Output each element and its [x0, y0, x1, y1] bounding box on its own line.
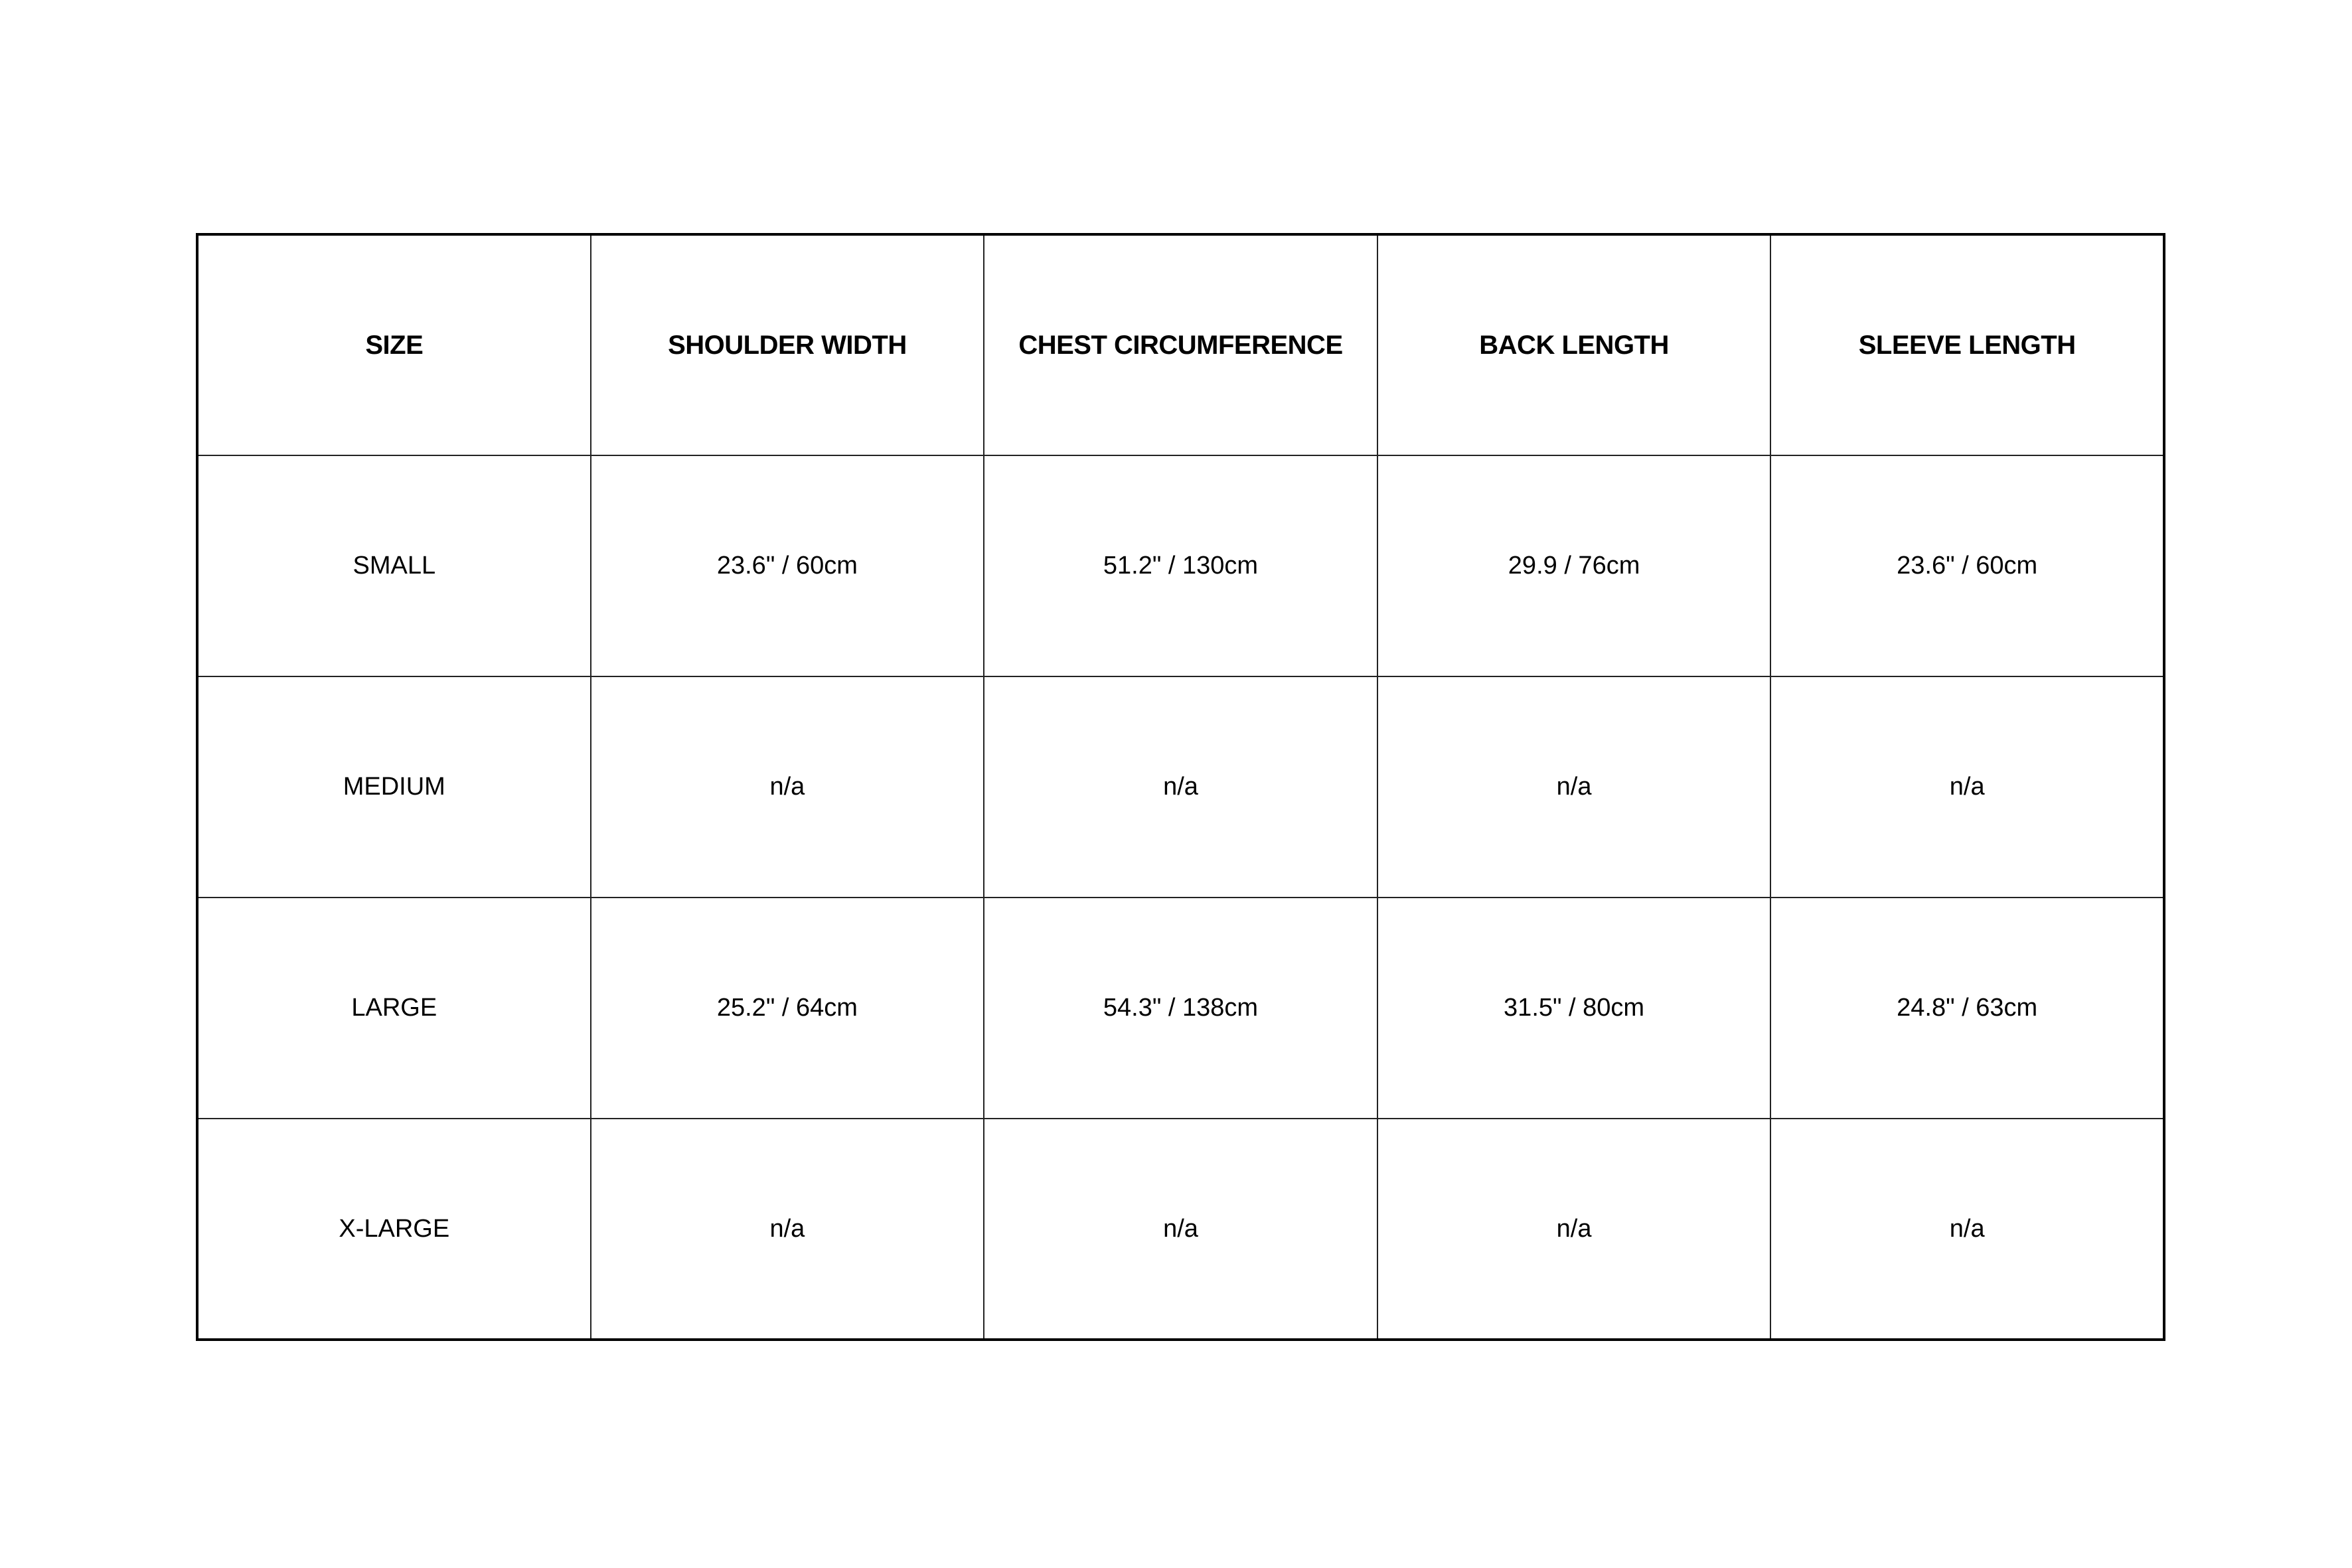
cell-chest-circumference: n/a: [984, 1119, 1377, 1340]
cell-back-length: 29.9 / 76cm: [1377, 455, 1771, 676]
cell-chest-circumference: n/a: [984, 676, 1377, 898]
header-back-length: BACK LENGTH: [1377, 234, 1771, 455]
size-chart-table: [196, 233, 2165, 1341]
cell-shoulder-width: 23.6" / 60cm: [591, 455, 984, 676]
cell-shoulder-width: 25.2" / 64cm: [591, 898, 984, 1119]
cell-shoulder-width: n/a: [591, 1119, 984, 1340]
header-row: [197, 234, 2164, 455]
cell-size: SMALL: [197, 455, 591, 676]
cell-back-length: n/a: [1377, 1119, 1771, 1340]
table-row: [197, 676, 2164, 898]
cell-chest-circumference: 51.2" / 130cm: [984, 455, 1377, 676]
cell-chest-circumference: 54.3" / 138cm: [984, 898, 1377, 1119]
table-row: [197, 455, 2164, 676]
table-header: [197, 234, 2164, 455]
cell-shoulder-width: n/a: [591, 676, 984, 898]
cell-size: LARGE: [197, 898, 591, 1119]
table-row: [197, 1119, 2164, 1340]
header-sleeve-length: SLEEVE LENGTH: [1770, 234, 2164, 455]
cell-size: X-LARGE: [197, 1119, 591, 1340]
cell-sleeve-length: 24.8" / 63cm: [1770, 898, 2164, 1119]
cell-back-length: 31.5" / 80cm: [1377, 898, 1771, 1119]
cell-sleeve-length: n/a: [1770, 676, 2164, 898]
table-row: [197, 898, 2164, 1119]
cell-back-length: n/a: [1377, 676, 1771, 898]
header-chest-circumference: CHEST CIRCUMFERENCE: [984, 234, 1377, 455]
table-body: [197, 455, 2164, 1340]
cell-size: MEDIUM: [197, 676, 591, 898]
cell-sleeve-length: n/a: [1770, 1119, 2164, 1340]
cell-sleeve-length: 23.6" / 60cm: [1770, 455, 2164, 676]
header-shoulder-width: SHOULDER WIDTH: [591, 234, 984, 455]
header-size: SIZE: [197, 234, 591, 455]
